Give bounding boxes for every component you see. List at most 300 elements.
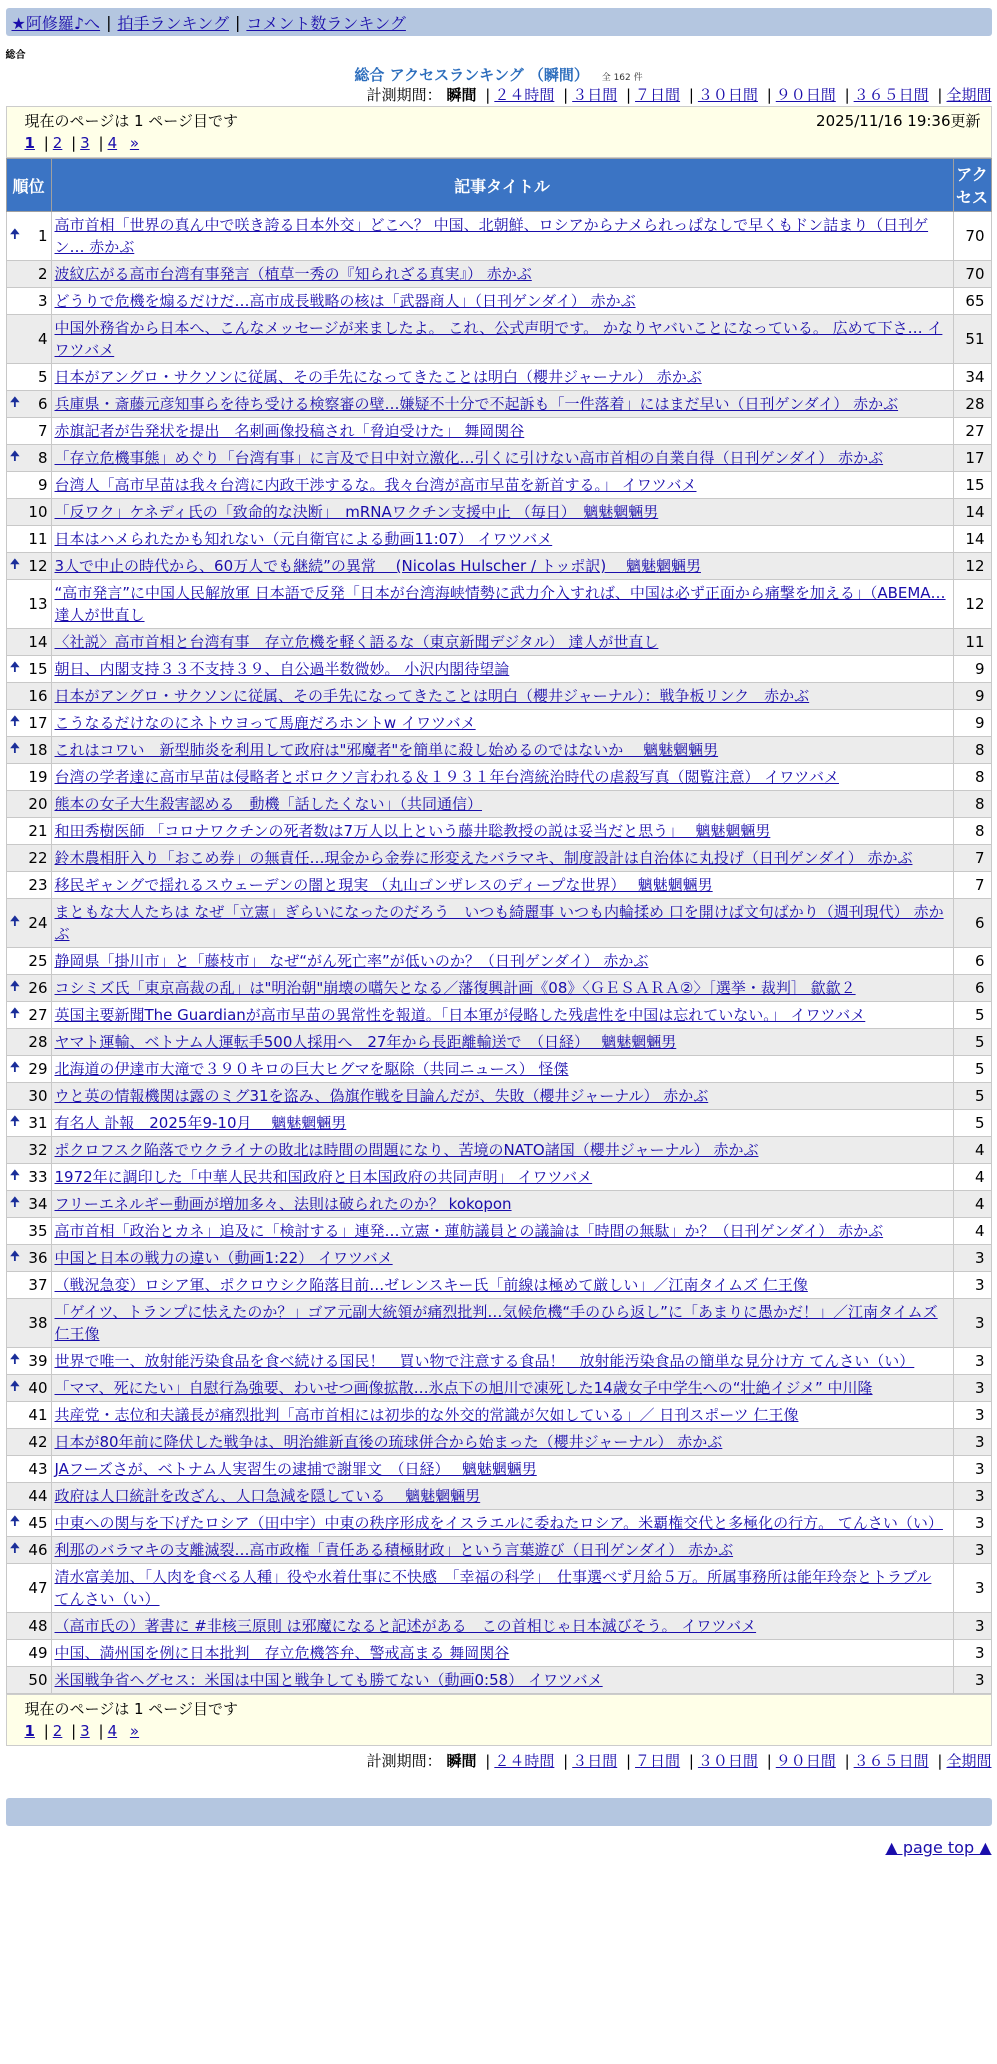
table-row <box>6 1002 991 1029</box>
table-row <box>6 629 991 656</box>
rank-number: 23 <box>28 876 48 894</box>
table-row <box>6 526 991 553</box>
table-row <box>6 899 991 948</box>
rank-cell <box>6 1245 51 1272</box>
access-count: 4 <box>953 1164 991 1191</box>
rank-cell <box>6 288 51 315</box>
title-cell <box>51 1056 953 1083</box>
title-cell <box>51 975 953 1002</box>
article-title-link[interactable]: 〈社説〉高市首相と台湾有事 存立危機を軽く語るな（東京新聞デジタル） 達人が世直し <box>54 633 659 651</box>
table-row <box>6 472 991 499</box>
article-title-link[interactable]: 3人で中止の時代から、60万人でも継続”の異常 (Nicolas Hulscher / トッポ訳) 魑魅魍魎男 <box>54 557 701 575</box>
rank-cell <box>6 845 51 872</box>
rank-cell <box>6 1137 51 1164</box>
table-row <box>6 364 991 391</box>
rank-cell <box>6 1191 51 1218</box>
rank-number: 18 <box>28 741 48 759</box>
title-cell <box>51 1299 953 1348</box>
rank-number: 17 <box>28 714 48 732</box>
access-count: 15 <box>953 472 991 499</box>
page-link[interactable]: 3 <box>80 134 90 152</box>
pager-bottom: 1 | 2 | 3 | 4 » <box>24 1722 140 1740</box>
article-title-link[interactable]: フリーエネルギー動画が増加多々、法則は破られたのか？ kokopon <box>54 1195 512 1213</box>
up-arrow-icon: 🠉 <box>9 1114 21 1129</box>
access-count: 7 <box>953 872 991 899</box>
rank-number: 31 <box>28 1114 48 1132</box>
up-arrow-icon: 🠉 <box>9 1352 21 1367</box>
table-row <box>6 261 991 288</box>
article-title-link[interactable]: 中国外務省から日本へ、こんなメッセージが来ましたよ。 これ、公式声明です。 かなりヤバいことになっている。 広めて下さ… イワツバメ <box>54 319 943 359</box>
period-option[interactable]: ２４時間 <box>494 1752 555 1770</box>
table-row <box>6 1110 991 1137</box>
up-arrow-icon: 🠉 <box>9 557 21 572</box>
table-row <box>6 418 991 445</box>
category-label: 総合 <box>5 50 26 61</box>
access-count: 5 <box>953 1083 991 1110</box>
applause-ranking-link[interactable]: 拍手ランキング <box>117 13 229 33</box>
ranking-heading <box>6 64 992 84</box>
rank-cell <box>6 364 51 391</box>
title-cell <box>51 1429 953 1456</box>
access-count: 3 <box>953 1348 991 1375</box>
title-cell <box>51 445 953 472</box>
rank-cell <box>6 445 51 472</box>
rank-number: 24 <box>28 914 48 932</box>
title-cell <box>51 472 953 499</box>
rank-number: 47 <box>28 1579 48 1597</box>
rank-number: 33 <box>28 1168 48 1186</box>
title-cell <box>51 553 953 580</box>
table-row <box>6 948 991 975</box>
access-count: 5 <box>953 1110 991 1137</box>
access-count: 3 <box>953 1483 991 1510</box>
up-arrow-icon: 🠉 <box>9 1249 21 1264</box>
table-row <box>6 1564 991 1613</box>
title-cell <box>51 1164 953 1191</box>
title-cell <box>51 1002 953 1029</box>
rank-number: 27 <box>28 1006 48 1024</box>
table-row <box>6 445 991 472</box>
comment-ranking-link[interactable]: コメント数ランキング <box>246 13 406 33</box>
rank-number: 45 <box>28 1514 48 1532</box>
rank-number: 12 <box>28 557 48 575</box>
title-cell <box>51 364 953 391</box>
rank-cell <box>6 1640 51 1667</box>
article-title-link[interactable]: 兵庫県・斎藤元彦知事らを待ち受ける検察審の壁…嫌疑不十分で不起訴も「一件落着」にはまだ早い（日刊ゲンダイ） 赤かぶ <box>54 395 899 413</box>
article-title-link[interactable]: 政府は人口統計を改ざん、人口急減を隠している 魑魅魍魎男 <box>54 1487 481 1505</box>
rank-number: 22 <box>28 849 48 867</box>
title-cell <box>51 1640 953 1667</box>
page-link[interactable]: 4 <box>107 134 118 152</box>
rank-number: 3 <box>37 292 48 310</box>
title-cell <box>51 791 953 818</box>
period-option[interactable]: ３０日間 <box>697 1752 758 1770</box>
title-cell <box>51 1083 953 1110</box>
rank-cell <box>6 261 51 288</box>
title-cell <box>51 1483 953 1510</box>
period-option[interactable]: ３６５日間 <box>853 1752 929 1770</box>
rank-cell <box>6 391 51 418</box>
table-row <box>6 499 991 526</box>
title-cell <box>51 391 953 418</box>
article-title-link[interactable]: 共産党・志位和夫議長が痛烈批判「高市首相には初歩的な外交的常識が欠如している」／ 日刊スポーツ 仁王像 <box>54 1406 799 1424</box>
up-arrow-icon: 🠉 <box>9 714 21 729</box>
rank-cell <box>6 1483 51 1510</box>
up-arrow-icon: 🠉 <box>9 979 21 994</box>
rank-cell <box>6 1083 51 1110</box>
title-cell <box>51 1510 953 1537</box>
table-row <box>6 1245 991 1272</box>
article-title-link[interactable]: “高市発言”に中国人民解放軍 日本語で反発「日本が台湾海峡情勢に武力介入すれば、中国は必ず正面から痛撃を加える」（ABEMA… 達人が世直し <box>54 584 946 624</box>
access-count: 3 <box>953 1667 991 1694</box>
bottom-bar <box>6 1798 992 1857</box>
access-count: 9 <box>953 710 991 737</box>
article-title-link[interactable]: 日本がアングロ・サクソンに従属、その手先になってきたことは明白（櫻井ジャーナル）：戦争板リンク 赤かぶ <box>54 687 810 705</box>
home-link[interactable]: ★阿修羅♪へ <box>11 13 101 33</box>
rank-cell <box>6 526 51 553</box>
title-cell <box>51 526 953 553</box>
ranking-title: 総合 アクセスランキング （瞬間） <box>354 66 589 84</box>
title-cell <box>51 629 953 656</box>
period-current: 瞬間 <box>446 1752 477 1770</box>
article-title-link[interactable]: ウと英の情報機関は露のミグ31を盗み、偽旗作戦を目論んだが、失敗（櫻井ジャーナル） 赤かぶ <box>54 1087 709 1105</box>
access-count: 3 <box>953 1640 991 1667</box>
access-count: 7 <box>953 845 991 872</box>
article-title-link[interactable]: 日本が80年前に降伏した戦争は、明治維新直後の琉球併合から始まった（櫻井ジャーナル） 赤かぶ <box>54 1433 723 1451</box>
period-selector-bottom: 計測期間： 瞬間 | ２４時間 | ３日間 | ７日間 | ３０日間 | ９０日間 | ３６５日間 | 全期間 <box>366 1752 992 1770</box>
title-cell <box>51 899 953 948</box>
table-row <box>6 1083 991 1110</box>
title-cell <box>51 1613 953 1640</box>
period-option[interactable]: ７日間 <box>635 86 681 104</box>
article-title-link[interactable]: 台湾人「高市早苗は我々台湾に内政干渉するな。我々台湾が高市早苗を新首する。」 イワツバメ <box>54 476 697 494</box>
access-count: 12 <box>953 580 991 629</box>
access-count: 4 <box>953 1191 991 1218</box>
up-arrow-icon: 🠉 <box>9 1060 21 1075</box>
access-count: 3 <box>953 1299 991 1348</box>
page-link-current[interactable]: 1 <box>24 134 35 152</box>
table-row <box>6 1272 991 1299</box>
table-row <box>6 1537 991 1564</box>
rank-cell <box>6 683 51 710</box>
title-cell <box>51 1137 953 1164</box>
rank-number: 14 <box>28 633 48 651</box>
table-row <box>6 1299 991 1348</box>
rank-number: 37 <box>28 1276 48 1294</box>
article-title-link[interactable]: 有名人 訃報 2025年9-10月 魑魅魍魎男 <box>54 1114 347 1132</box>
table-row <box>6 656 991 683</box>
rank-number: 5 <box>37 368 48 386</box>
article-title-link[interactable]: これはコワい 新型肺炎を利用して政府は"邪魔者"を簡単に殺し始めるのではないか 魑魅魍魎男 <box>54 741 719 759</box>
access-count: 4 <box>953 1137 991 1164</box>
rank-number: 38 <box>28 1314 48 1332</box>
article-title-link[interactable]: JAフーズさが、ベトナム人実習生の逮捕で謝罪文 （日経） 魑魅魍魎男 <box>54 1460 537 1478</box>
rank-cell <box>6 791 51 818</box>
title-cell <box>51 1218 953 1245</box>
title-cell <box>51 1402 953 1429</box>
up-arrow-icon: 🠉 <box>9 1379 21 1394</box>
up-arrow-icon: 🠉 <box>9 1541 21 1556</box>
period-option[interactable]: ７日間 <box>635 1752 681 1770</box>
next-page-link[interactable]: » <box>129 134 140 152</box>
article-title-link[interactable]: 和田秀樹医師 「コロナワクチンの死者数は7万人以上という藤井聡教授の説は妥当だと思う」 魑魅魍魎男 <box>54 822 771 840</box>
rank-number: 29 <box>28 1060 48 1078</box>
up-arrow-icon: 🠉 <box>9 914 21 929</box>
title-cell <box>51 1564 953 1613</box>
title-cell <box>51 872 953 899</box>
period-option[interactable]: ３０日間 <box>697 86 758 104</box>
title-cell <box>51 1456 953 1483</box>
article-title-link[interactable]: コシミズ氏「東京高裁の乱」は"明治朝"崩壊の嚆矢となる／藩復興計画《08》〈ＧＥＳＡＲＡ②〉［選挙・裁判］ 歙歙２ <box>54 979 856 997</box>
title-cell <box>51 261 953 288</box>
up-arrow-icon: 🠉 <box>9 227 21 242</box>
article-title-link[interactable]: 英国主要新聞The Guardianが高市早苗の異常性を報道。「日本軍が侵略した残虐性を中国は忘れていない。」 イワツバメ <box>54 1006 866 1024</box>
table-row <box>6 1640 991 1667</box>
access-count: 11 <box>953 629 991 656</box>
period-label: 計測期間： <box>366 86 442 104</box>
article-title-link[interactable]: 中東への関与を下げたロシア（田中宇）中東の秩序形成をイスラエルに委ねたロシア。米覇権交代と多極化の行方。 てんさい（い） <box>54 1514 943 1532</box>
rank-number: 20 <box>28 795 48 813</box>
next-page-link[interactable]: » <box>129 1722 140 1740</box>
rank-number: 49 <box>28 1644 48 1662</box>
page-link[interactable]: 4 <box>107 1722 118 1740</box>
rank-number: 25 <box>28 952 48 970</box>
title-cell <box>51 1191 953 1218</box>
access-count: 3 <box>953 1613 991 1640</box>
article-title-link[interactable]: 移民ギャングで揺れるスウェーデンの闇と現実 （丸山ゴンザレスのディープな世界） 魑魅魍魎男 <box>54 876 713 894</box>
rank-cell <box>6 1429 51 1456</box>
rank-number: 46 <box>28 1541 48 1559</box>
rank-cell <box>6 629 51 656</box>
period-option[interactable]: ３日間 <box>572 1752 618 1770</box>
up-arrow-icon: 🠉 <box>9 1514 21 1529</box>
period-option[interactable]: ９０日間 <box>775 1752 836 1770</box>
rank-cell <box>6 737 51 764</box>
up-arrow-icon: 🠉 <box>9 741 21 756</box>
access-count: 5 <box>953 1029 991 1056</box>
page-link-current[interactable]: 1 <box>24 1722 35 1740</box>
rank-cell <box>6 1056 51 1083</box>
rank-cell <box>6 1299 51 1348</box>
title-cell <box>51 1537 953 1564</box>
article-title-link[interactable]: 日本がアングロ・サクソンに従属、その手先になってきたことは明白（櫻井ジャーナル） 赤かぶ <box>54 368 702 386</box>
article-title-link[interactable]: 鈴木農相肝入り「おこめ券」の無責任…現金から金券に形変えたバラマキ、制度設計は自治体に丸投げ（日刊ゲンダイ） 赤かぶ <box>54 849 913 867</box>
rank-number: 40 <box>28 1379 48 1397</box>
table-row <box>6 580 991 629</box>
article-title-link[interactable]: 高市首相「世界の真ん中で咲き誇る日本外交」どこへ？ 中国、北朝鮮、ロシアからナメられっぱなしで早くもドン詰まり（日刊ゲン… 赤かぶ <box>54 216 929 256</box>
table-row <box>6 737 991 764</box>
title-cell <box>51 288 953 315</box>
article-title-link[interactable]: 1972年に調印した「中華人民共和国政府と日本国政府の共同声明」 イワツバメ <box>54 1168 593 1186</box>
title-cell <box>51 1110 953 1137</box>
table-row <box>6 683 991 710</box>
rank-cell <box>6 1537 51 1564</box>
period-option[interactable]: 全期間 <box>946 86 992 104</box>
header-title: 記事タイトル <box>51 159 953 212</box>
article-title-link[interactable]: （高市氏の）著書に #非核三原則 は邪魔になると記述がある この首相じゃ日本滅びそう。 イワツバメ <box>54 1617 757 1635</box>
table-row <box>6 1056 991 1083</box>
article-title-link[interactable]: 世界で唯一、放射能汚染食品を食べ続ける国民！ 買い物で注意する食品！ 放射能汚染食品の簡単な見分け方 てんさい（い） <box>54 1352 915 1370</box>
rank-cell <box>6 872 51 899</box>
article-title-link[interactable]: 朝日、内閣支持３３不支持３９、自公過半数微妙。 小沢内閣待望論 <box>54 660 510 678</box>
rank-cell <box>6 418 51 445</box>
header-rank: 順位 <box>6 159 51 212</box>
rank-number: 35 <box>28 1222 48 1240</box>
rank-number: 44 <box>28 1487 48 1505</box>
page-info-bottom <box>6 1694 992 1746</box>
access-count: 3 <box>953 1429 991 1456</box>
title-cell <box>51 1375 953 1402</box>
access-count: 6 <box>953 975 991 1002</box>
access-count: 3 <box>953 1564 991 1613</box>
article-title-link[interactable]: 「ゲイツ、トランプに怯えたのか？」ゴア元副大統領が痛烈批判…気候危機“手のひら返し”に「あまりに愚かだ！」／江南タイムズ 仁王像 <box>54 1303 938 1343</box>
table-row <box>6 212 991 261</box>
table-row <box>6 1164 991 1191</box>
article-title-link[interactable]: 「存立危機事態」めぐり「台湾有事」に言及で日中対立激化…引くに引けない高市首相の自業自得（日刊ゲンダイ） 赤かぶ <box>54 449 884 467</box>
top-nav-bar: ★阿修羅♪へ | 拍手ランキング | コメント数ランキング <box>6 8 992 36</box>
title-cell <box>51 1029 953 1056</box>
rank-cell <box>6 315 51 364</box>
period-option[interactable]: 全期間 <box>946 1752 992 1770</box>
rank-cell <box>6 899 51 948</box>
period-option[interactable]: ３６５日間 <box>853 86 929 104</box>
page-link[interactable]: 3 <box>80 1722 90 1740</box>
article-title-link[interactable]: 中国、満州国を例に日本批判 存立危機答弁、警戒高まる 舞岡関谷 <box>54 1644 510 1662</box>
article-title-link[interactable]: まともな大人たちは なぜ「立憲」ぎらいになったのだろう いつも綺麗事 いつも内輪揉め 口を開けば文句ばかり（週刊現代） 赤かぶ <box>54 903 944 943</box>
article-title-link[interactable]: 米国戦争省ヘグセス：米国は中国と戦争しても勝てない（動画0:58） イワツバメ <box>54 1671 603 1689</box>
article-title-link[interactable]: こうなるだけなのにネトウヨって馬鹿だろホントw イワツバメ <box>54 714 476 732</box>
article-title-link[interactable]: 北海道の伊達市大滝で３９０キロの巨大ヒグマを駆除（共同ニュース） 怪傑 <box>54 1060 569 1078</box>
access-count: 3 <box>953 1245 991 1272</box>
article-title-link[interactable]: 熊本の女子大生殺害認める 動機「話したくない」（共同通信） <box>54 795 483 813</box>
access-count: 5 <box>953 1002 991 1029</box>
rank-number: 11 <box>28 530 48 548</box>
article-title-link[interactable]: ポクロフスク陥落でウクライナの敗北は時間の問題になり、苦境のNATO諸国（櫻井ジャーナル） 赤かぶ <box>54 1141 759 1159</box>
table-row <box>6 791 991 818</box>
article-title-link[interactable]: 日本はハメられたかも知れない（元自衛官による動画11:07） イワツバメ <box>54 530 553 548</box>
access-count: 8 <box>953 737 991 764</box>
article-title-link[interactable]: 静岡県「掛川市」と「藤枝市」 なぜ“がん死亡率”が低いのか？（日刊ゲンダイ） 赤かぶ <box>54 952 649 970</box>
article-title-link[interactable]: 利那のバラマキの支離滅裂…高市政権「責任ある積極財政」という言葉遊び（日刊ゲンダイ） 赤かぶ <box>54 1541 734 1559</box>
rank-number: 1 <box>37 227 48 245</box>
table-row <box>6 975 991 1002</box>
rank-number: 34 <box>28 1195 48 1213</box>
rank-number: 30 <box>28 1087 48 1105</box>
article-title-link[interactable]: 「反ワク」ケネディ氏の「致命的な決断」 mRNAワクチン支援中止 （毎日） 魑魅魍魎男 <box>54 503 659 521</box>
rank-number: 9 <box>37 476 48 494</box>
access-count: 27 <box>953 418 991 445</box>
access-count: 4 <box>953 1218 991 1245</box>
page-top-link[interactable]: ▲ page top ▲ <box>885 1838 992 1857</box>
rank-number: 2 <box>37 265 48 283</box>
title-cell <box>51 418 953 445</box>
ranking-table <box>6 158 992 1694</box>
article-title-link[interactable]: 波紋広がる高市台湾有事発言（植草一秀の『知られざる真実』） 赤かぶ <box>54 265 532 283</box>
access-count: 14 <box>953 499 991 526</box>
title-cell <box>51 499 953 526</box>
rank-cell <box>6 656 51 683</box>
table-row <box>6 845 991 872</box>
table-row <box>6 553 991 580</box>
article-title-link[interactable]: どうりで危機を煽るだけだ…高市成長戦略の核は「武器商人」（日刊ゲンダイ） 赤かぶ <box>54 292 636 310</box>
up-arrow-icon: 🠉 <box>9 395 21 410</box>
rank-number: 42 <box>28 1433 48 1451</box>
title-cell <box>51 710 953 737</box>
table-row <box>6 288 991 315</box>
article-title-link[interactable]: 台湾の学者達に高市早苗は侵略者とボロクソ言われる＆１９３１年台湾統治時代の虐殺写真（閲覧注意） イワツバメ <box>54 768 839 786</box>
up-arrow-icon: 🠉 <box>9 1168 21 1183</box>
header-access: アクセス <box>953 159 991 212</box>
table-row <box>6 1613 991 1640</box>
article-title-link[interactable]: 赤旗記者が告発状を提出 名刺画像投稿され「脅迫受けた」 舞岡関谷 <box>54 422 525 440</box>
period-current: 瞬間 <box>446 86 477 104</box>
access-count: 8 <box>953 818 991 845</box>
rank-number: 28 <box>28 1033 48 1051</box>
rank-cell <box>6 764 51 791</box>
table-row <box>6 1429 991 1456</box>
rank-cell <box>6 212 51 261</box>
access-count: 8 <box>953 791 991 818</box>
table-row <box>6 391 991 418</box>
rank-cell <box>6 1029 51 1056</box>
table-row <box>6 1510 991 1537</box>
rank-number: 43 <box>28 1460 48 1478</box>
up-arrow-icon: 🠉 <box>9 660 21 675</box>
access-count: 28 <box>953 391 991 418</box>
rank-number: 8 <box>37 449 48 467</box>
rank-number: 48 <box>28 1617 48 1635</box>
rank-cell <box>6 1164 51 1191</box>
period-option[interactable]: ３日間 <box>572 86 618 104</box>
access-count: 3 <box>953 1456 991 1483</box>
rank-cell <box>6 1375 51 1402</box>
article-title-link[interactable]: 「ママ、死にたい」自慰行為強要、わいせつ画像拡散…氷点下の旭川で凍死した14歳女子中学生への“壮絶イジメ” 中川隆 <box>54 1379 873 1397</box>
access-count: 3 <box>953 1510 991 1537</box>
page-link[interactable]: 2 <box>52 134 63 152</box>
table-row <box>6 1137 991 1164</box>
access-count: 3 <box>953 1375 991 1402</box>
table-row <box>6 1456 991 1483</box>
access-count: 8 <box>953 764 991 791</box>
period-option[interactable]: ９０日間 <box>775 86 836 104</box>
rank-cell <box>6 1667 51 1694</box>
rank-number: 41 <box>28 1406 48 1424</box>
rank-cell <box>6 499 51 526</box>
access-count: 3 <box>953 1537 991 1564</box>
title-cell <box>51 1667 953 1694</box>
up-arrow-icon: 🠉 <box>9 449 21 464</box>
article-title-link[interactable]: （戦況急変）ロシア軍、ポクロウシク陥落目前…ゼレンスキー氏「前線は極めて厳しい」／江南タイムズ 仁王像 <box>54 1276 808 1294</box>
period-selector-top: 計測期間： 瞬間 | ２４時間 | ３日間 | ７日間 | ３０日間 | ９０日間 | ３６５日間 | 全期間 <box>366 86 992 104</box>
access-count: 3 <box>953 1272 991 1299</box>
rank-number: 32 <box>28 1141 48 1159</box>
article-title-link[interactable]: ヤマト運輸、ベトナム人運転手500人採用へ 27年から長距離輸送で （日経） 魑魅魍魎男 <box>54 1033 677 1051</box>
pager-top: 1 | 2 | 3 | 4 » <box>24 134 140 152</box>
title-cell <box>51 1272 953 1299</box>
article-title-link[interactable]: 清水富美加、「人肉を食べる人種」役や水着仕事に不快感 「幸福の科学」 仕事選べず月給５万。所属事務所は能年玲奈とトラブル てんさい（い） <box>54 1568 932 1608</box>
article-title-link[interactable]: 高市首相「政治とカネ」追及に「検討する」連発…立憲・蓮舫議員との議論は「時間の無駄」か？（日刊ゲンダイ） 赤かぶ <box>54 1222 884 1240</box>
table-row <box>6 1483 991 1510</box>
table-row <box>6 818 991 845</box>
page-link[interactable]: 2 <box>52 1722 63 1740</box>
title-cell <box>51 737 953 764</box>
rank-cell <box>6 1002 51 1029</box>
article-title-link[interactable]: 中国と日本の戦力の違い（動画1:22） イワツバメ <box>54 1249 393 1267</box>
table-row <box>6 1375 991 1402</box>
rank-cell <box>6 975 51 1002</box>
table-row <box>6 1348 991 1375</box>
period-option[interactable]: ２４時間 <box>494 86 555 104</box>
